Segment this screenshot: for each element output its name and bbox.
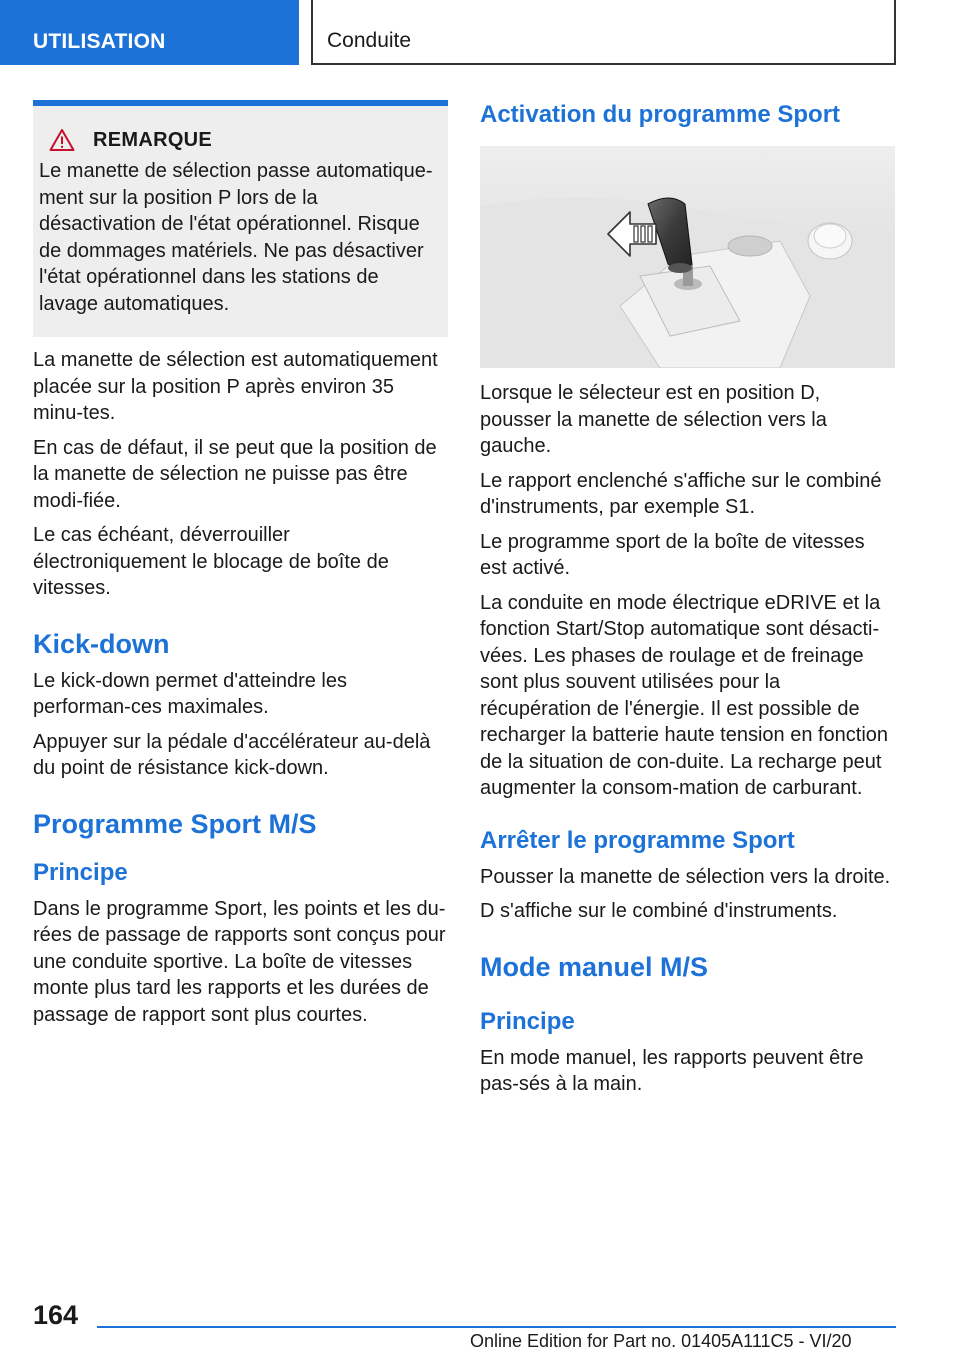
- heading-kickdown: Kick-down: [33, 628, 170, 659]
- paragraph: La conduite en mode électrique eDRIVE et la fonction Start/Stop automatique sont désacti‐vées. Les phases de roulage et de freinage sont plus souvent utilisées pour la récupération de l'énergie. Il est possible de recharger la batterie haute tension en fonction de la situation de con‐duite. La recharge peut augmenter la consom‐mation de carburant.: [480, 591, 889, 799]
- page-number: 164: [33, 1300, 79, 1330]
- right-column: [480, 100, 895, 1098]
- paragraph: Le rapport enclenché s'affiche sur le combiné d'instruments, par exemple S1.: [480, 469, 882, 518]
- chapter-title: Conduite: [327, 29, 412, 52]
- paragraph: Dans le programme Sport, les points et les du‐rées de passage de rapports sont conçus pour une conduite sportive. La boîte de vitesses monte plus tard les rapports et les durées de passage de rapport sont plus courtes.: [33, 897, 446, 1026]
- paragraph: D s'affiche sur le combiné d'instruments.: [480, 900, 838, 922]
- warning-text: Le manette de sélection passe automatique‐ment sur la position P lors de la désactivation de l'état opérationnel. Risque de dommages matériels. Ne pas désactiver l'état opérationnel dans les stations de lavage automatiques.: [39, 160, 433, 315]
- section-title: UTILISATION: [33, 30, 166, 53]
- paragraph: Appuyer sur la pédale d'accélérateur au-delà du point de résistance kick-down.: [33, 730, 431, 779]
- warning-box: [33, 100, 448, 337]
- heading-manual-mode: Mode manuel M/S: [480, 951, 709, 982]
- subheading-principe: Principe: [480, 1007, 575, 1035]
- left-column: [33, 100, 448, 1028]
- heading-sport-program: Programme Sport M/S: [33, 808, 317, 839]
- gear-selector-illustration: [480, 146, 895, 368]
- paragraph: Le cas échéant, déverrouiller électroniquement le blocage de boîte de vitesses.: [33, 524, 389, 599]
- footer-edition: Online Edition for Part no. 01405A111C5 - VI/20: [470, 1331, 852, 1351]
- paragraph: Lorsque le sélecteur est en position D, pousser la manette de sélection vers la gauche.: [480, 382, 827, 457]
- section-tab: [0, 0, 299, 65]
- paragraph: En cas de défaut, il se peut que la position de la manette de sélection ne puisse pas être modi‐fiée.: [33, 436, 437, 512]
- footer-divider: [97, 1326, 896, 1328]
- warning-triangle-icon: [49, 128, 75, 152]
- paragraph: La manette de sélection est automatiquement placée sur la position P après environ 35 minu‐tes.: [33, 349, 438, 424]
- subheading-principe: Principe: [33, 858, 128, 886]
- paragraph: Pousser la manette de sélection vers la droite.: [480, 865, 891, 888]
- paragraph: Le programme sport de la boîte de vitesses est activé.: [480, 530, 865, 579]
- paragraph: En mode manuel, les rapports peuvent être pas‐sés à la main.: [480, 1046, 864, 1095]
- paragraph: Le kick-down permet d'atteindre les performan‐ces maximales.: [33, 669, 347, 718]
- warning-header: [49, 128, 438, 152]
- subheading-stop-sport: Arrêter le programme Sport: [480, 826, 795, 854]
- chapter-header: [311, 0, 896, 65]
- subheading-activation: Activation du programme Sport: [480, 101, 841, 128]
- warning-title: REMARQUE: [93, 128, 213, 151]
